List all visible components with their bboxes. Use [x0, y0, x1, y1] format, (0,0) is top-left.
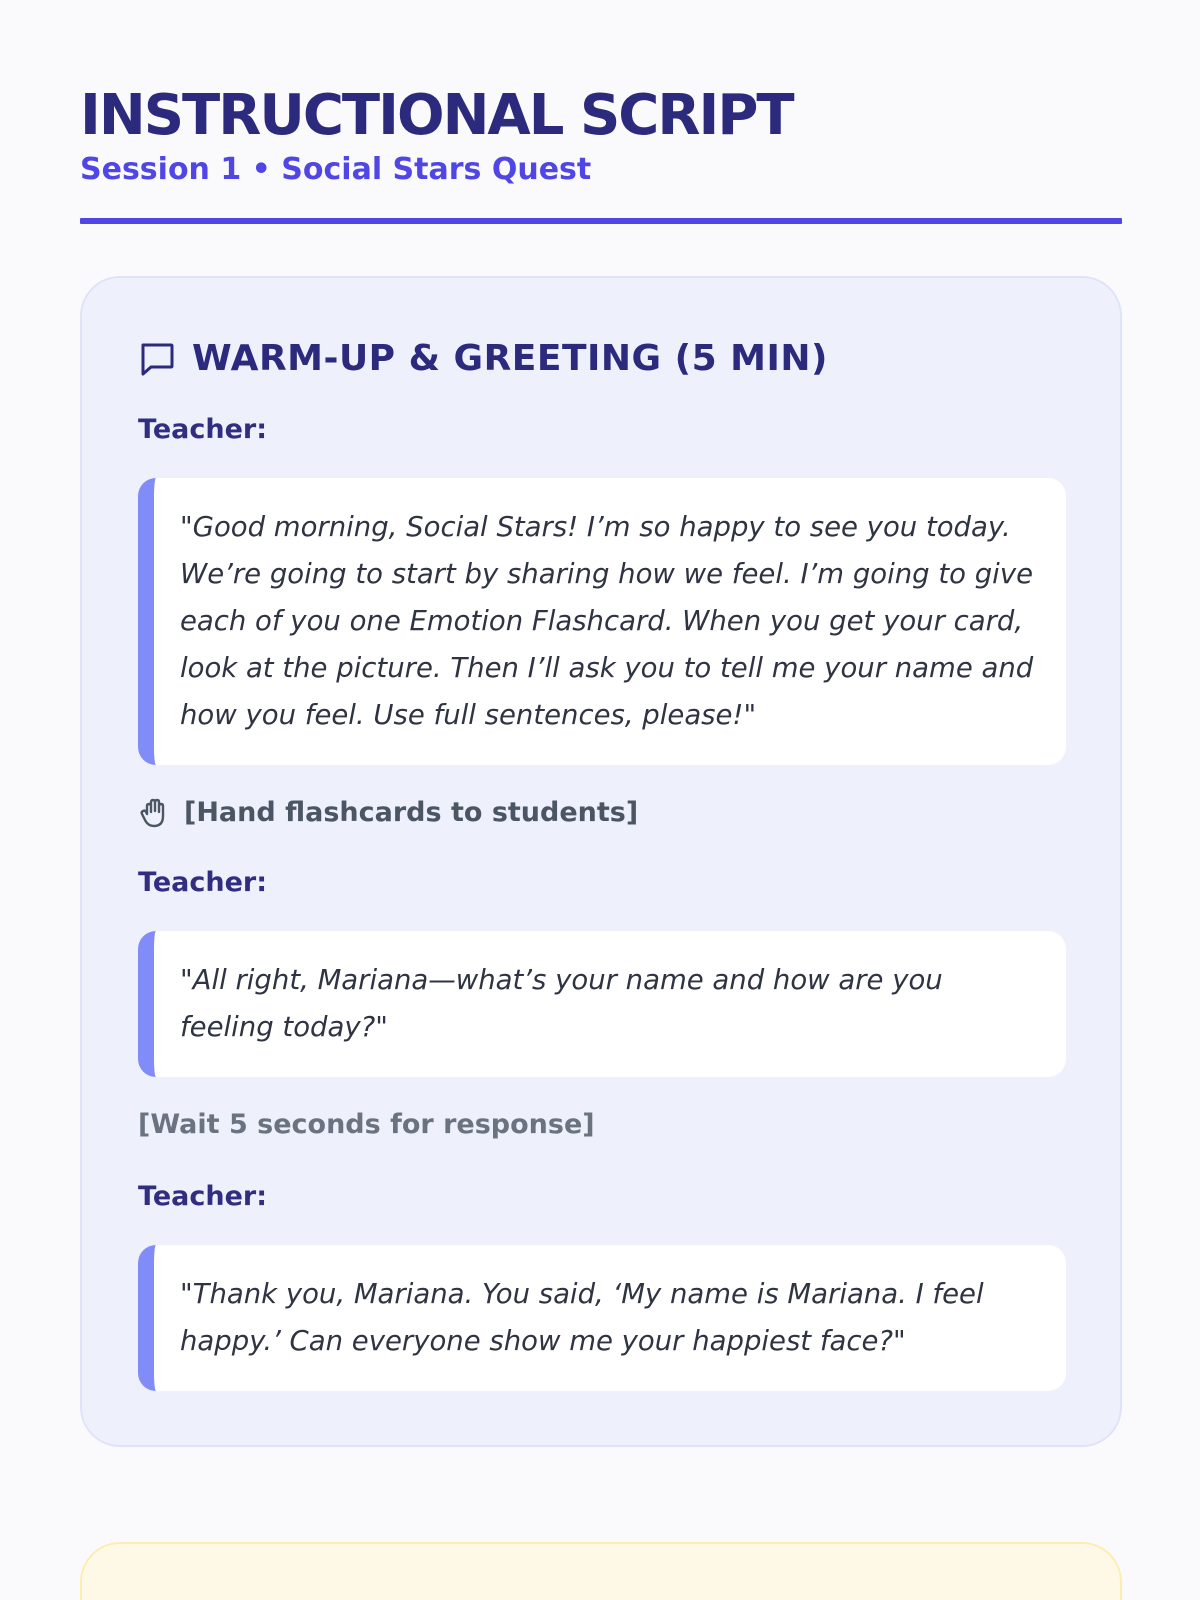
stage-direction-text: [Hand flashcards to students]	[184, 797, 639, 828]
wait-note: [Wait 5 seconds for response]	[138, 1109, 595, 1140]
teacher-quote: "All right, Mariana—what’s your name and how are you feeling today?"	[138, 931, 1066, 1077]
section-title: WARM-UP & GREETING (5 MIN)	[192, 337, 828, 379]
next-section-card	[80, 1542, 1122, 1600]
teacher-quote: "Thank you, Mariana. You said, ‘My name is Mariana. I feel happy.’ Can everyone show me your happiest face?"	[138, 1245, 1066, 1391]
speech-bubble-icon	[138, 339, 176, 377]
page-title: INSTRUCTIONAL SCRIPT	[80, 83, 793, 148]
speaker-label: Teacher:	[138, 867, 268, 898]
hand-icon	[138, 796, 172, 830]
speaker-label: Teacher:	[138, 1181, 268, 1212]
warm-up-section	[80, 276, 1122, 1447]
stage-direction	[138, 795, 1066, 831]
session-subtitle: Session 1 • Social Stars Quest	[80, 152, 592, 187]
speaker-label: Teacher:	[138, 414, 268, 445]
header	[80, 0, 1122, 224]
teacher-quote: "Good morning, Social Stars! I’m so happy to see you today. We’re going to start by sharing how we feel. I’m going to give each of you one Emotion Flashcard. When you get your card, look at the picture. Then I’ll ask you to tell me your name and how you feel. Use full sentences, please!"	[138, 478, 1066, 765]
section-heading	[138, 334, 1066, 382]
header-divider	[80, 218, 1122, 224]
script-page	[80, 0, 1122, 1447]
